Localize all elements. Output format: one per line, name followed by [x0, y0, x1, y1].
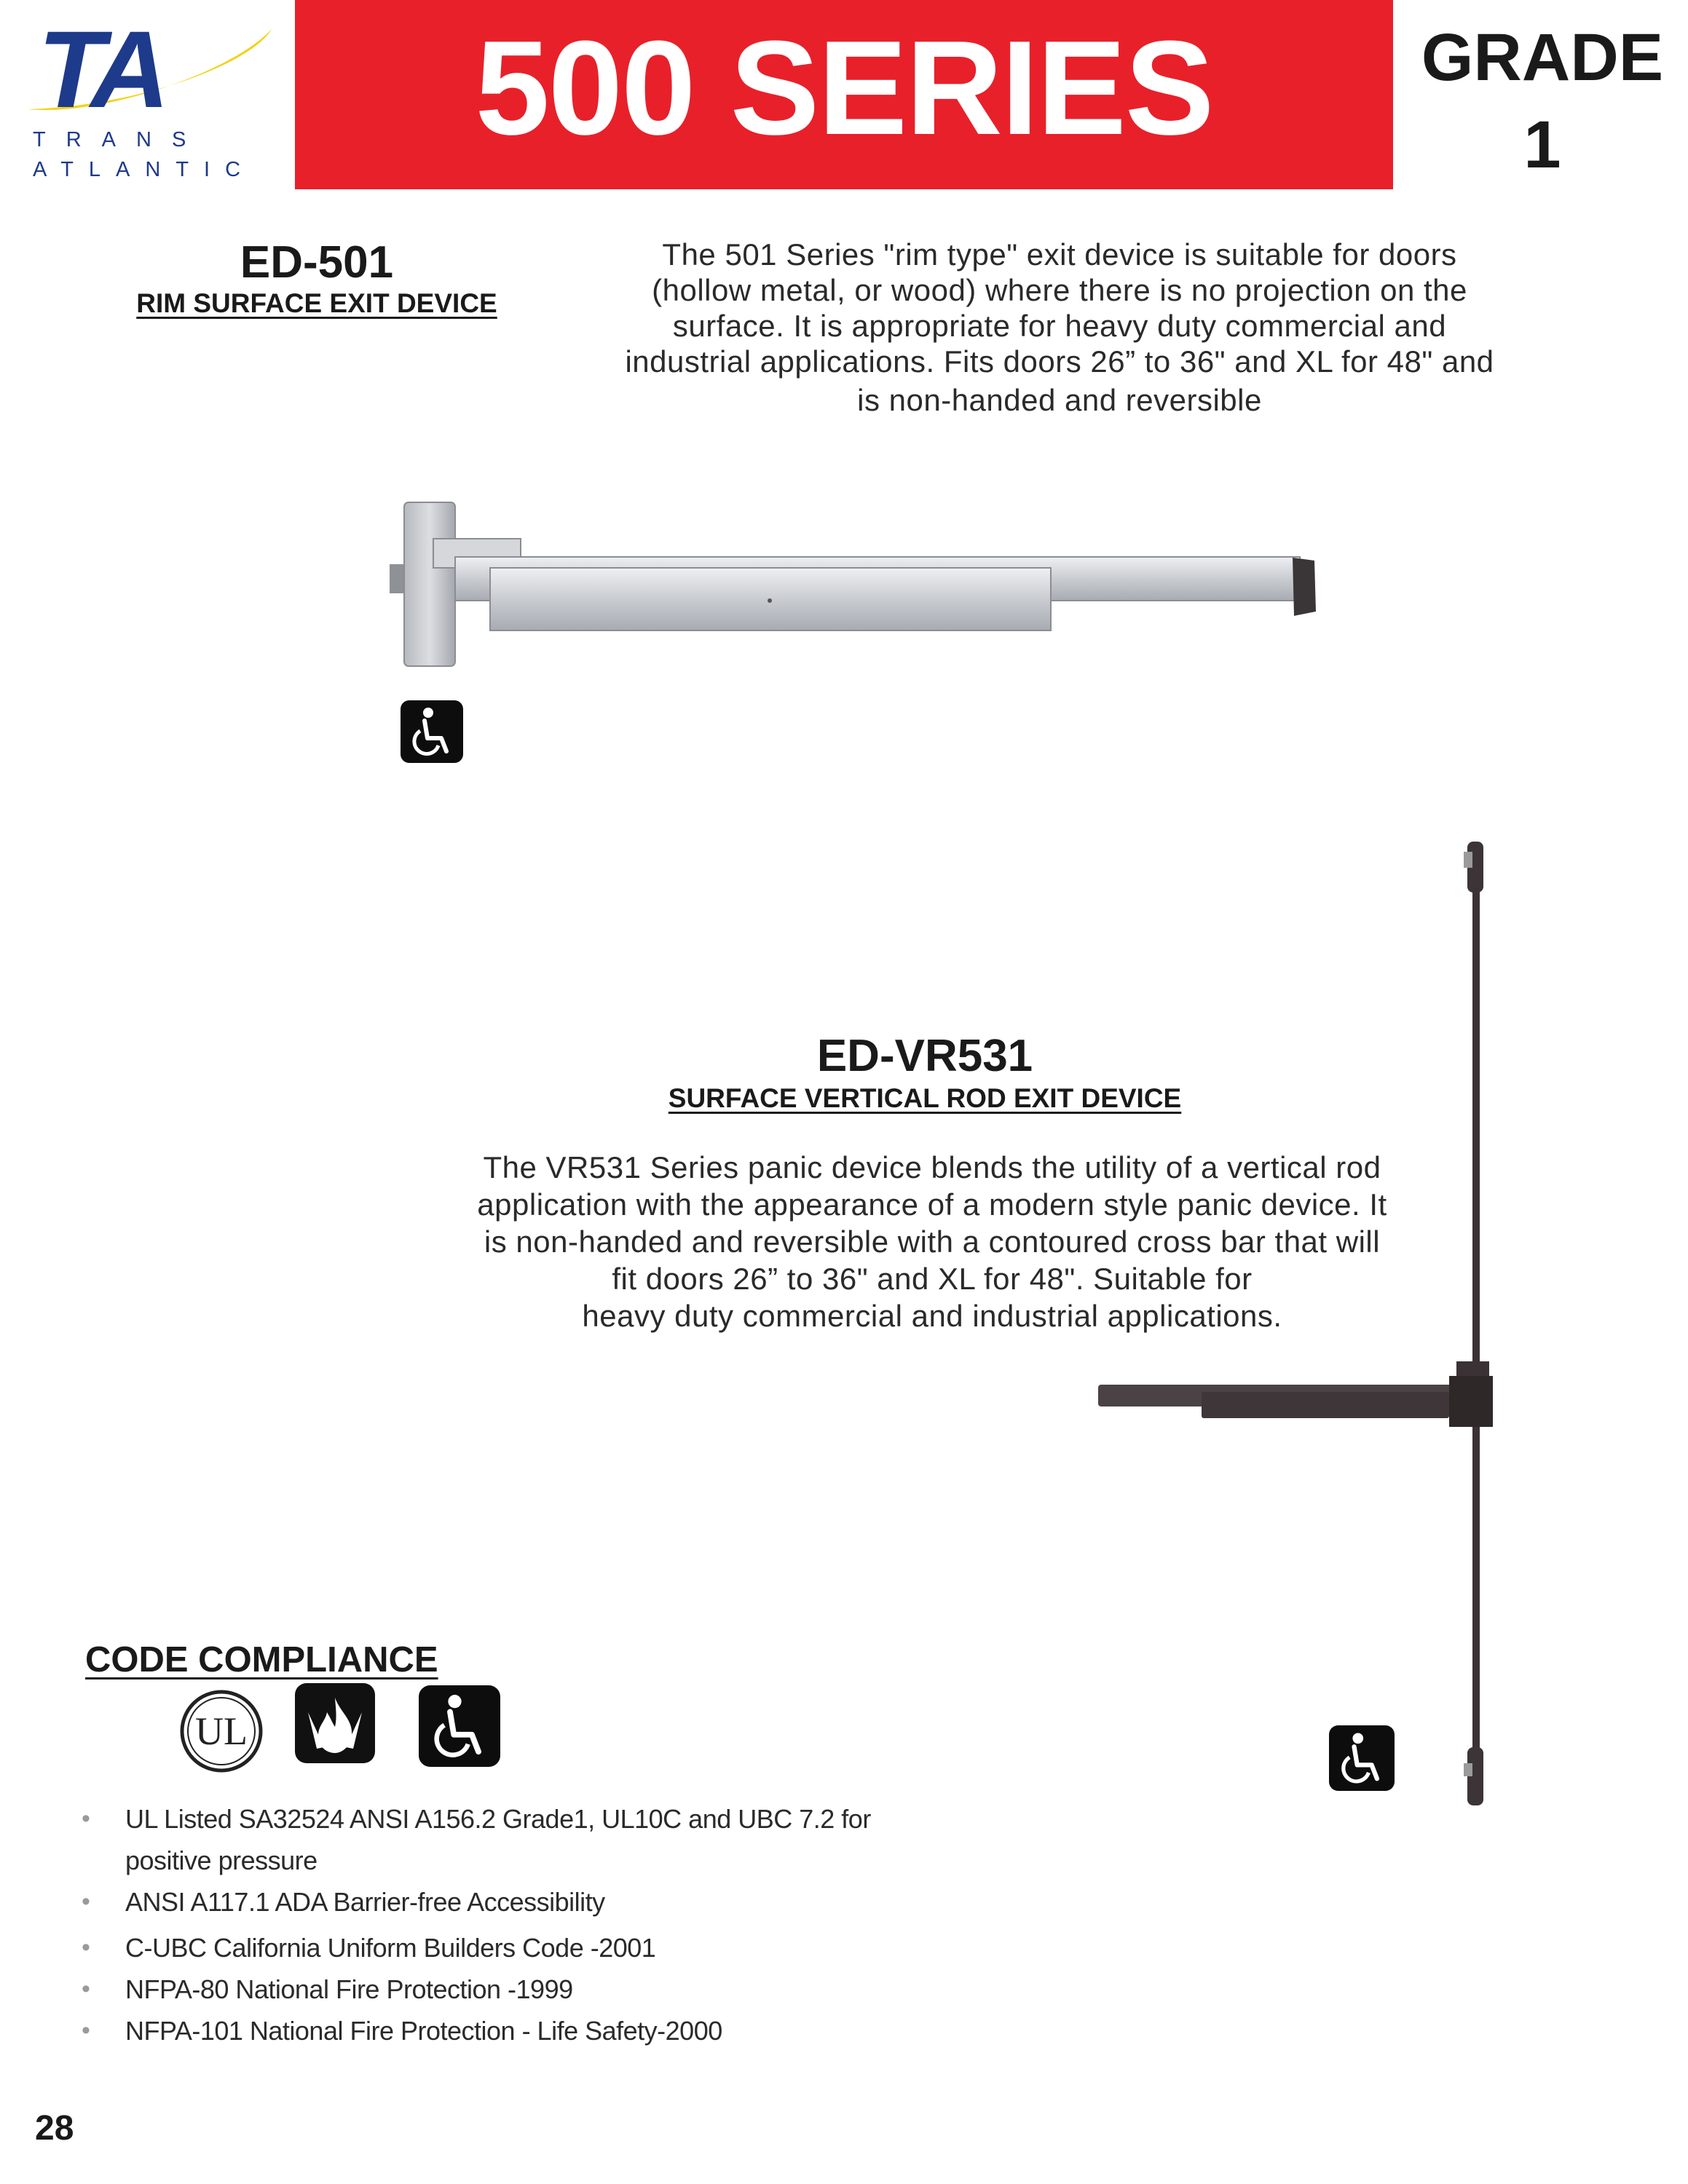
desc-line: fit doors 26” to 36" and XL for 48". Suitable for	[612, 1262, 1253, 1296]
ul-mark: UL	[195, 1709, 248, 1753]
ul-listed-icon	[179, 1689, 264, 1773]
vertical-rod-exit-device-image	[1092, 837, 1515, 1813]
page-number: 28	[35, 2109, 74, 2148]
series-title: 500 SERIES	[475, 12, 1213, 162]
fire-rated-icon	[295, 1683, 375, 1763]
desc-line: is non-handed and reversible	[857, 383, 1262, 417]
accessibility-icon	[1329, 1725, 1395, 1791]
logo-mark: TA	[38, 8, 164, 130]
desc-line: The 501 Series "rim type" exit device is suitable for doors	[662, 237, 1457, 272]
rim-exit-device-image	[382, 495, 1329, 677]
code-compliance-title: CODE COMPLIANCE	[85, 1640, 438, 1679]
accessibility-icon	[401, 700, 463, 763]
grade-label	[1397, 15, 1688, 189]
logo-text-atlantic: ATLANTIC	[33, 158, 256, 181]
product1-model: ED-501	[240, 237, 394, 288]
desc-line: industrial applications. Fits doors 26” to 36" and XL for 48" and	[625, 344, 1494, 379]
grade-value: 1	[1523, 107, 1561, 182]
compliance-list	[82, 1798, 1028, 2052]
desc-line: The VR531 Series panic device blends the utility of a vertical rod	[483, 1150, 1381, 1184]
product1-subtitle: RIM SURFACE EXIT DEVICE	[136, 288, 497, 318]
list-item: • C-UBC California Uniform Builders Code -2001	[82, 1927, 1028, 1969]
desc-line: (hollow metal, or wood) where there is no projection on the	[652, 273, 1467, 307]
desc-line: is non-handed and reversible with a contoured cross bar that will	[484, 1224, 1381, 1259]
list-item: • UL Listed SA32524 ANSI A156.2 Grade1, UL10C and UBC 7.2 for positive pressure	[82, 1798, 948, 1881]
desc-line: surface. It is appropriate for heavy duty commercial and	[672, 309, 1447, 343]
logo-text-trans: TRANS	[33, 128, 207, 151]
product2-subtitle: SURFACE VERTICAL ROD EXIT DEVICE	[668, 1083, 1182, 1113]
product2-model: ED-VR531	[816, 1031, 1033, 1081]
product1-description	[561, 237, 1558, 418]
list-item: • ANSI A117.1 ADA Barrier-free Accessibility	[82, 1881, 1028, 1923]
grade-text: GRADE	[1421, 20, 1664, 95]
desc-line: application with the appearance of a modern style panic device. It	[477, 1187, 1387, 1222]
accessibility-icon	[419, 1685, 500, 1767]
series-banner	[295, 0, 1393, 189]
desc-line: heavy duty commercial and industrial applications.	[582, 1299, 1282, 1333]
list-item: • NFPA-80 National Fire Protection -1999	[82, 1969, 1028, 2010]
list-item: • NFPA-101 National Fire Protection - Life Safety-2000	[82, 2010, 1028, 2052]
